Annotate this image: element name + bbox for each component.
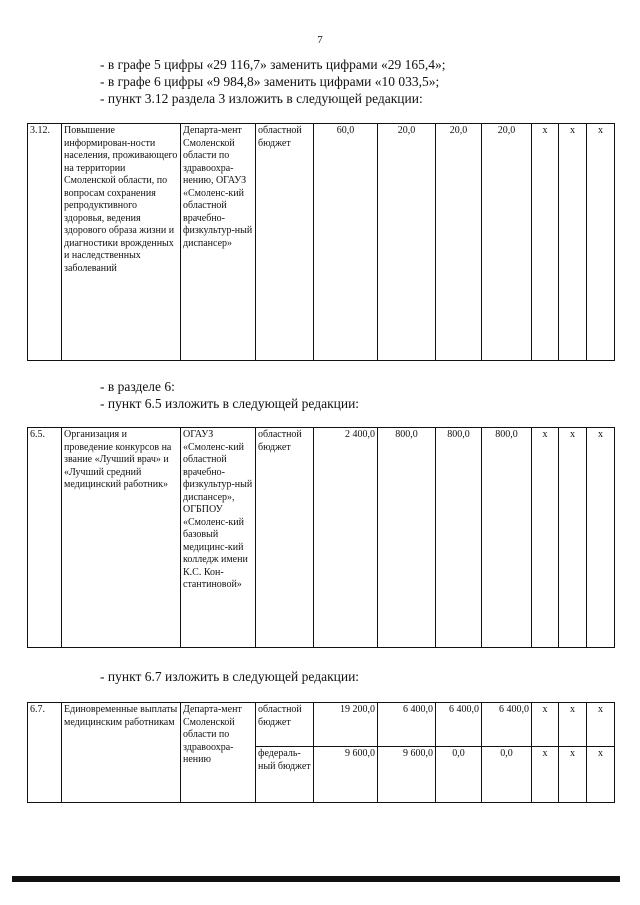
item-x2: х bbox=[559, 428, 587, 648]
table-row bbox=[28, 703, 615, 747]
item-source: областной бюджет bbox=[256, 124, 314, 361]
item-source: областной бюджет bbox=[256, 428, 314, 648]
item-year1: 9 600,0 bbox=[378, 747, 436, 803]
item-source: федераль-ный бюджет bbox=[256, 747, 314, 803]
item-number: 6.7. bbox=[28, 703, 62, 803]
item-number: 6.5. bbox=[28, 428, 62, 648]
item-x1: х bbox=[532, 703, 559, 747]
item-x1: х bbox=[532, 428, 559, 648]
page-bottom-rule bbox=[12, 876, 620, 882]
section-6-line-1: - в разделе 6: bbox=[100, 379, 175, 394]
item-x3: х bbox=[587, 747, 615, 803]
item-name: Повышение информирован-ности населения, проживающего на территории Смоленской области, по вопросам сохранения репродуктивного здоровья, ведения здорового образа жизни и диагностики врожденных и наследственных заболеваний bbox=[62, 124, 181, 361]
item-number: 3.12. bbox=[28, 124, 62, 361]
item-total: 60,0 bbox=[314, 124, 378, 361]
item-total: 9 600,0 bbox=[314, 747, 378, 803]
item-source: областной бюджет bbox=[256, 703, 314, 747]
page-number: 7 bbox=[317, 34, 323, 46]
amendment-intro bbox=[100, 56, 445, 107]
item-year2: 0,0 bbox=[436, 747, 482, 803]
item-x1: х bbox=[532, 747, 559, 803]
item-year3: 0,0 bbox=[482, 747, 532, 803]
table-item-3-12 bbox=[27, 123, 615, 361]
item-x2: х bbox=[559, 124, 587, 361]
section-6-7-heading bbox=[100, 668, 359, 685]
item-executor: Департа-мент Смоленской области по здравоохра-нению bbox=[181, 703, 256, 803]
intro-line-1: - в графе 5 цифры «29 116,7» заменить цифрами «29 165,4»; bbox=[100, 57, 446, 72]
item-year1: 800,0 bbox=[378, 428, 436, 648]
section-6-line-2: - пункт 6.5 изложить в следующей редакции: bbox=[100, 396, 360, 411]
intro-line-3: - пункт 3.12 раздела 3 изложить в следующей редакции: bbox=[100, 91, 423, 106]
section-6-7-line: - пункт 6.7 изложить в следующей редакции: bbox=[100, 669, 360, 684]
table-row bbox=[28, 124, 615, 361]
item-year3: 6 400,0 bbox=[482, 703, 532, 747]
table-item-6-7 bbox=[27, 702, 615, 803]
item-x3: х bbox=[587, 124, 615, 361]
item-x3: х bbox=[587, 703, 615, 747]
item-executor: Департа-мент Смоленской области по здравоохра-нению, ОГАУЗ «Смоленс-кий областной врачебно-физкультур-ный диспансер» bbox=[181, 124, 256, 361]
item-year3: 800,0 bbox=[482, 428, 532, 648]
item-x2: х bbox=[559, 703, 587, 747]
item-name: Организация и проведение конкурсов на звание «Лучший врач» и «Лучший средний медицинский работник» bbox=[62, 428, 181, 648]
item-x3: х bbox=[587, 428, 615, 648]
table-row bbox=[28, 428, 615, 648]
item-year2: 6 400,0 bbox=[436, 703, 482, 747]
item-year2: 800,0 bbox=[436, 428, 482, 648]
item-executor: ОГАУЗ «Смоленс-кий областной врачебно-физкультур-ный диспансер», ОГБПОУ «Смоленс-кий базовый медицинс-кий колледж имени К.С. Кон-стантиновой» bbox=[181, 428, 256, 648]
section-6-heading bbox=[100, 378, 359, 412]
item-x2: х bbox=[559, 747, 587, 803]
item-year1: 6 400,0 bbox=[378, 703, 436, 747]
item-year1: 20,0 bbox=[378, 124, 436, 361]
item-name: Единовременные выплаты медицинским работникам bbox=[62, 703, 181, 803]
item-x1: х bbox=[532, 124, 559, 361]
item-total: 19 200,0 bbox=[314, 703, 378, 747]
table-item-6-5 bbox=[27, 427, 615, 648]
item-total: 2 400,0 bbox=[314, 428, 378, 648]
item-year2: 20,0 bbox=[436, 124, 482, 361]
item-year3: 20,0 bbox=[482, 124, 532, 361]
intro-line-2: - в графе 6 цифры «9 984,8» заменить цифрами «10 033,5»; bbox=[100, 74, 440, 89]
